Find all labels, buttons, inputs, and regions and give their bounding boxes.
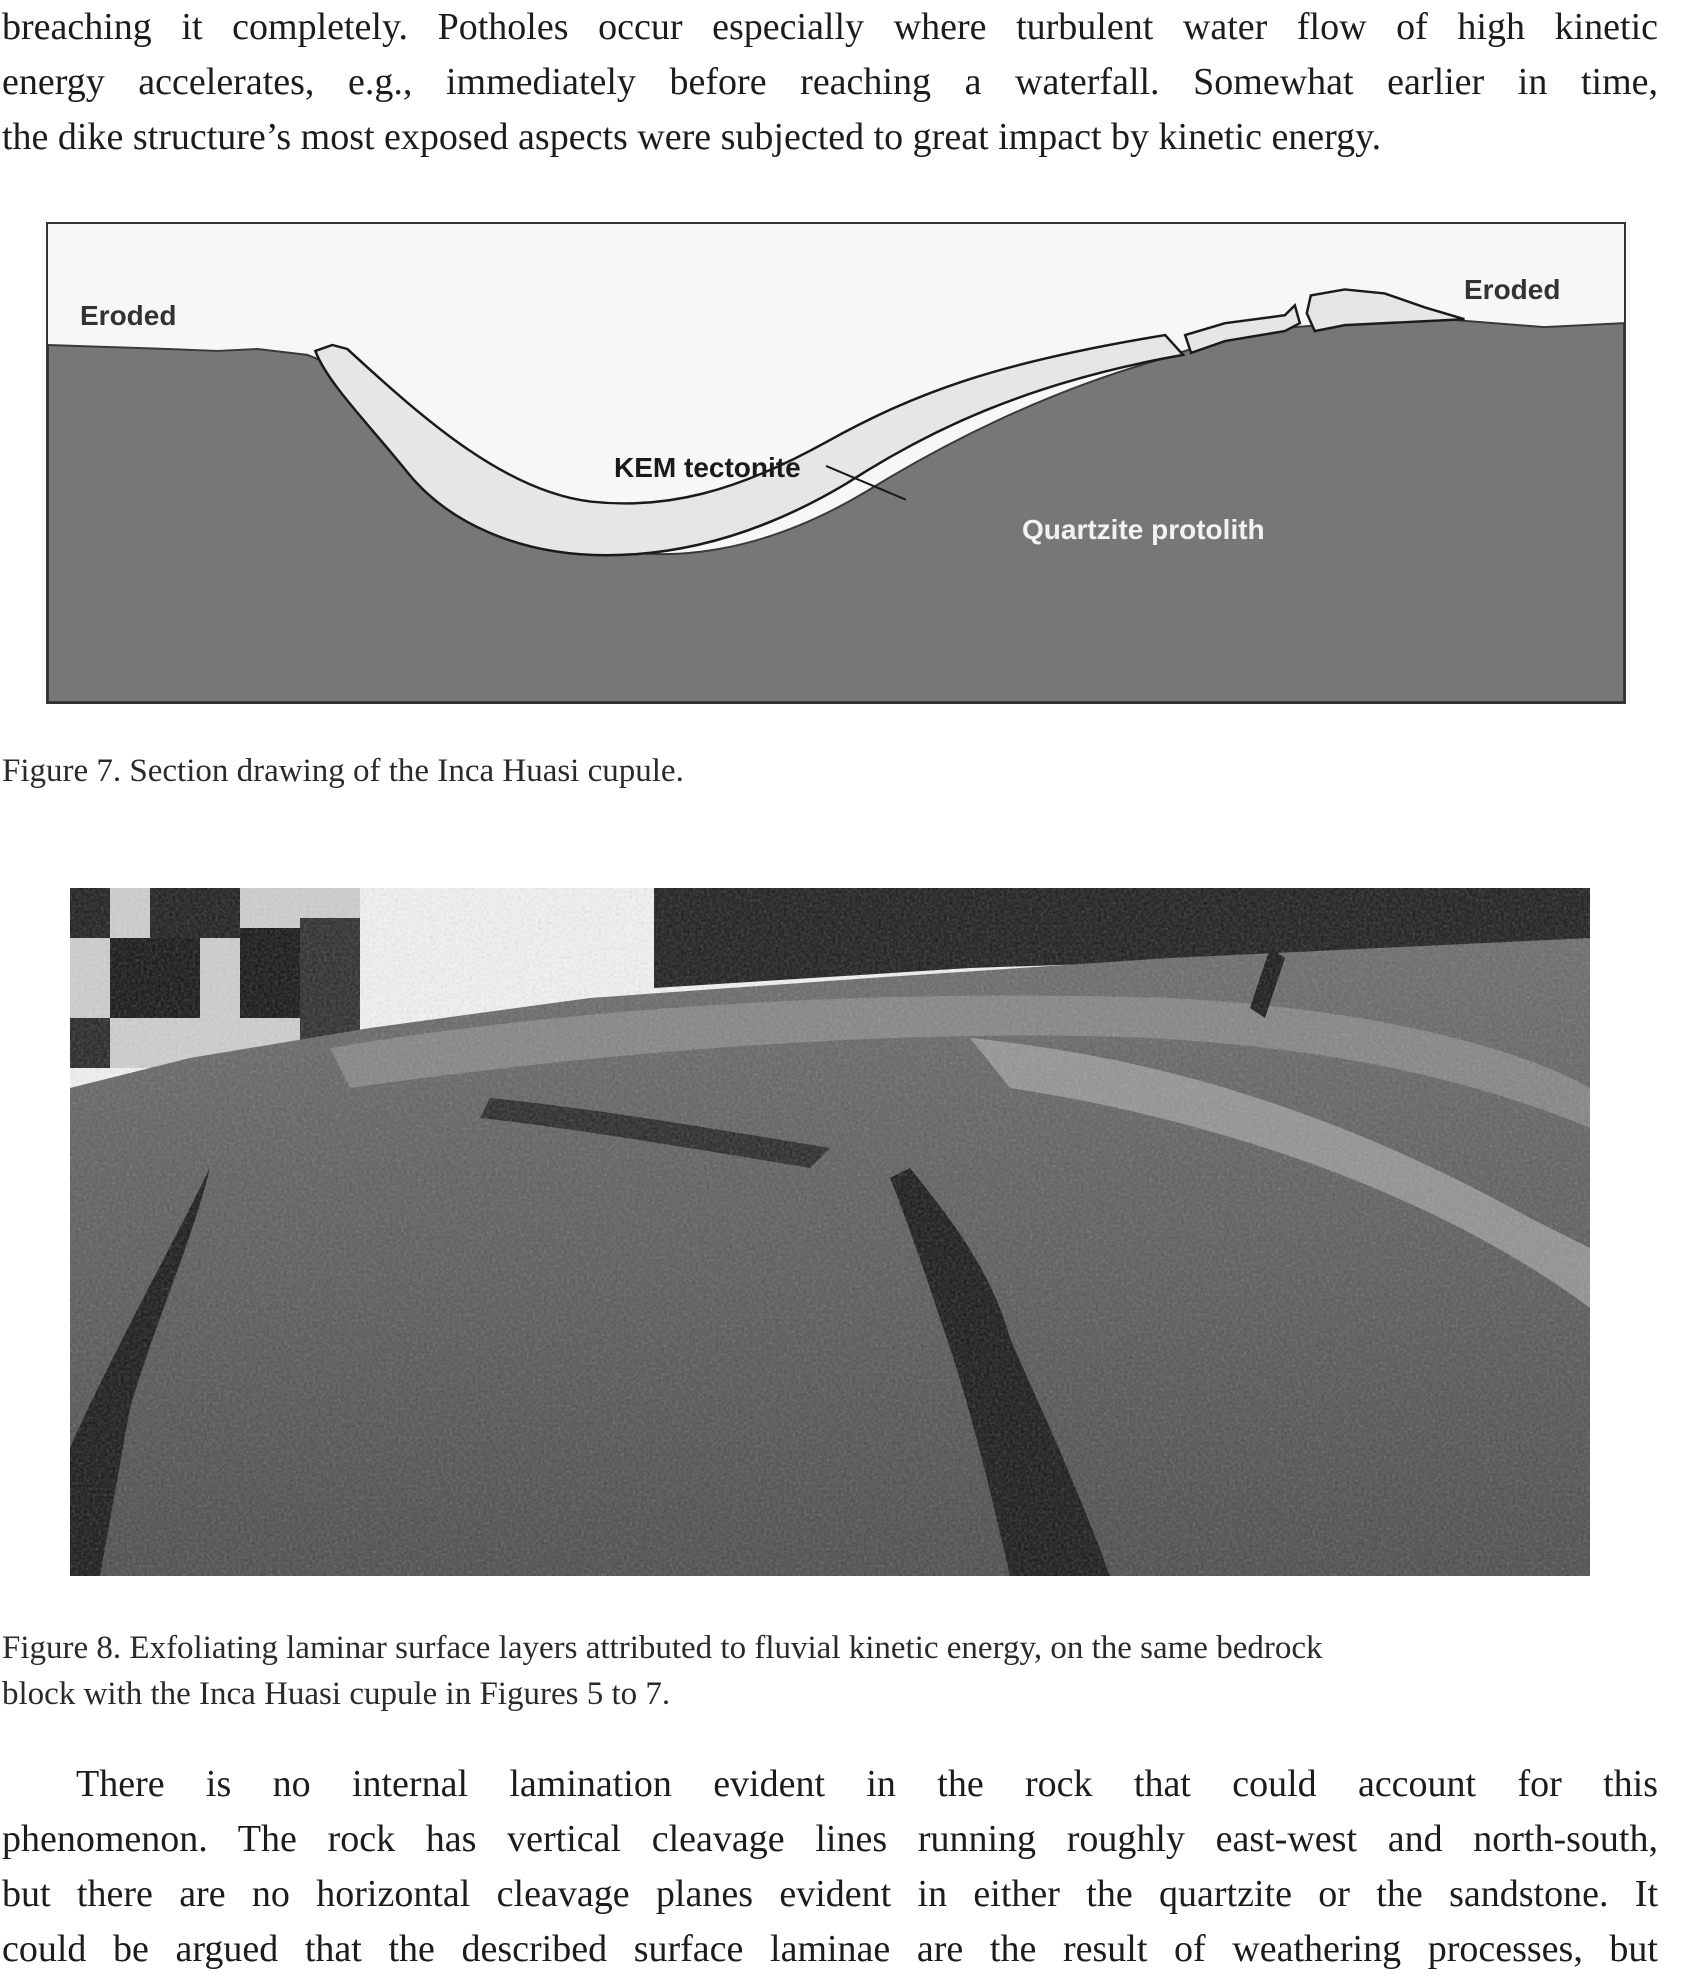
text-line: but there are no horizontal cleavage planes evident in either the quartzite or the sandstone. It: [2, 1873, 1658, 1915]
caption-line: block with the Inca Huasi cupule in Figures 5 to 7.: [2, 1676, 671, 1712]
quartzite-body: [48, 319, 1624, 702]
label-eroded-right: Eroded: [1464, 274, 1561, 305]
body-paragraph-top: [2, 0, 1658, 165]
caption-line: Figure 8. Exfoliating laminar surface layers attributed to fluvial kinetic energy, on the same bedrock: [2, 1630, 1323, 1666]
figure-7-caption: Figure 7. Section drawing of the Inca Huasi cupule.: [2, 753, 684, 789]
label-kem-tectonite: KEM tectonite: [614, 452, 801, 483]
label-quartzite-protolith: Quartzite protolith: [1022, 514, 1265, 545]
text-line: breaching it completely. Potholes occur especially where turbulent water flow of high kinetic: [2, 6, 1658, 48]
body-paragraph-bottom: [2, 1757, 1658, 1977]
figure-8-photograph: [70, 888, 1590, 1576]
text-line: could be argued that the described surface laminae are the result of weathering processes, but: [2, 1928, 1658, 1970]
text-line: energy accelerates, e.g., immediately before reaching a waterfall. Somewhat earlier in time,: [2, 61, 1658, 103]
rock-photo: [70, 888, 1590, 1576]
text-line: There is no internal lamination evident in the rock that could account for this: [76, 1763, 1658, 1805]
text-line: the dike structure’s most exposed aspects were subjected to great impact by kinetic energy.: [2, 116, 1382, 158]
text-line: phenomenon. The rock has vertical cleavage lines running roughly east-west and north-south,: [2, 1818, 1658, 1860]
figure-7-section-drawing: [46, 222, 1626, 704]
label-eroded-left: Eroded: [80, 300, 177, 331]
figure-8-caption: [2, 1625, 1622, 1717]
section-diagram: [48, 224, 1624, 702]
